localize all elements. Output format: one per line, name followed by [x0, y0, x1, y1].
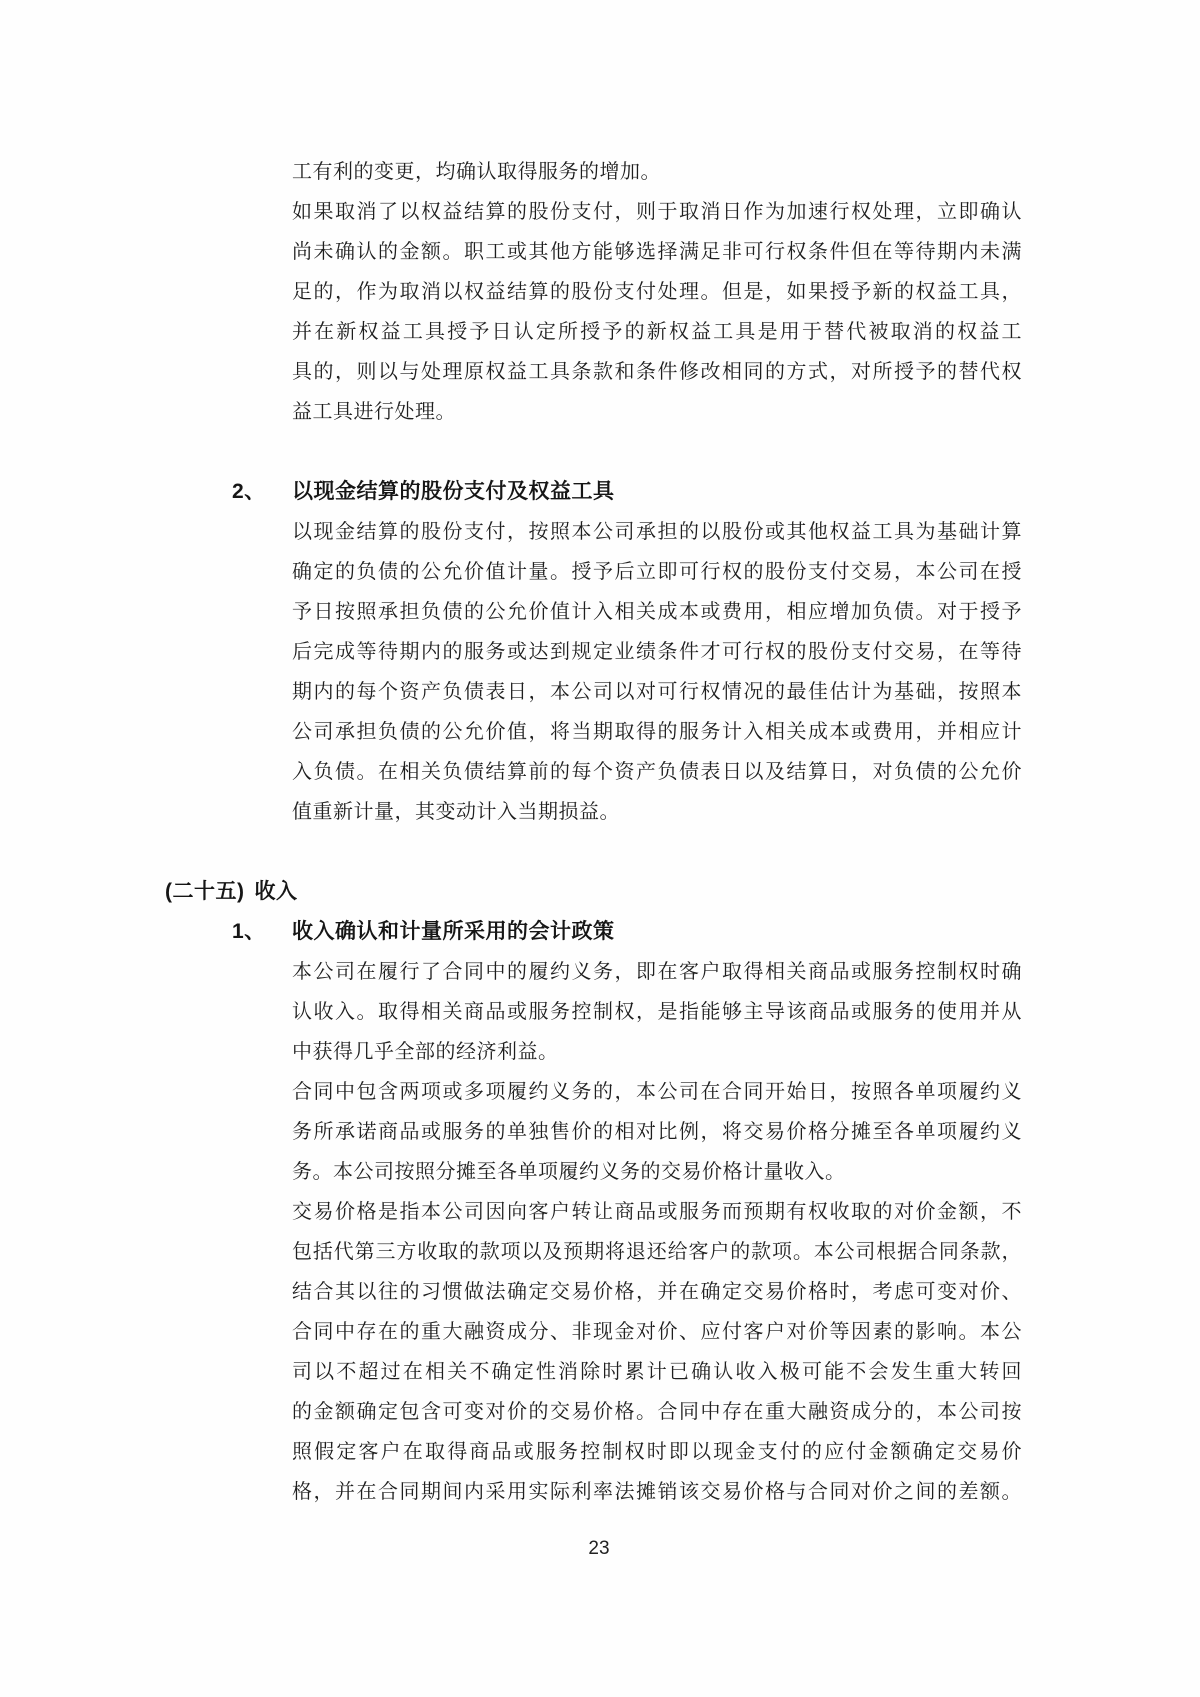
text-line: 工有利的变更，均确认取得服务的增加。 — [292, 161, 661, 183]
text-line: 期内的每个资产负债表日，本公司以对可行权情况的最佳估计为基础，按照本 — [292, 681, 1022, 703]
text-line: 益工具进行处理。 — [292, 401, 456, 423]
text-line: 具的，则以与处理原权益工具条款和条件修改相同的方式，对所授予的替代权 — [292, 361, 1022, 383]
page-number: 23 — [588, 1538, 610, 1559]
text-line: 以现金结算的股份支付，按照本公司承担的以股份或其他权益工具为基础计算 — [292, 521, 1022, 543]
text-line: 的金额确定包含可变对价的交易价格。合同中存在重大融资成分的，本公司按 — [292, 1401, 1022, 1423]
heading-title: 以现金结算的股份支付及权益工具 — [292, 480, 615, 503]
text-line: 如果取消了以权益结算的股份支付，则于取消日作为加速行权处理，立即确认 — [292, 201, 1022, 223]
text-line: 后完成等待期内的服务或达到规定业绩条件才可行权的股份支付交易，在等待 — [292, 641, 1022, 663]
text-line: 公司承担负债的公允价值，将当期取得的服务计入相关成本或费用，并相应计 — [292, 721, 1022, 743]
text-line: 包括代第三方收取的款项以及预期将退还给客户的款项。本公司根据合同条款， — [292, 1241, 1022, 1263]
text-line: 本公司在履行了合同中的履约义务，即在客户取得相关商品或服务控制权时确 — [292, 961, 1022, 983]
text-line: 交易价格是指本公司因向客户转让商品或服务而预期有权收取的对价金额，不 — [292, 1201, 1022, 1223]
text-line: 入负债。在相关负债结算前的每个资产负债表日以及结算日，对负债的公允价 — [292, 761, 1022, 783]
text-line: 认收入。取得相关商品或服务控制权，是指能够主导该商品或服务的使用并从 — [292, 1001, 1022, 1023]
text-line: 值重新计量，其变动计入当期损益。 — [292, 801, 620, 823]
text-line: 结合其以往的习惯做法确定交易价格，并在确定交易价格时，考虑可变对价、 — [292, 1281, 1022, 1303]
paragraph — [292, 952, 1022, 1512]
document-body — [0, 152, 1200, 1512]
text-line: 予日按照承担负债的公允价值计入相关成本或费用，相应增加负债。对于授予 — [292, 601, 1022, 623]
heading-title: 收入 — [254, 880, 298, 903]
text-line: 并在新权益工具授予日认定所授予的新权益工具是用于替代被取消的权益工 — [292, 321, 1022, 343]
section-heading — [165, 872, 1200, 912]
text-line: 务所承诺商品或服务的单独售价的相对比例，将交易价格分摊至各单项履约义 — [292, 1121, 1022, 1143]
paragraph — [292, 152, 1022, 432]
text-line: 中获得几乎全部的经济利益。 — [292, 1041, 559, 1063]
heading-number: 2、 — [232, 480, 266, 503]
paragraph — [292, 512, 1022, 832]
text-line: 司以不超过在相关不确定性消除时累计已确认收入极可能不会发生重大转回 — [292, 1361, 1022, 1383]
text-line: 尚未确认的金额。职工或其他方能够选择满足非可行权条件但在等待期内未满 — [292, 241, 1022, 263]
text-line: 格，并在合同期间内采用实际利率法摊销该交易价格与合同对价之间的差额。 — [292, 1481, 1022, 1503]
subsection-heading — [232, 472, 1200, 512]
text-line: 足的，作为取消以权益结算的股份支付处理。但是，如果授予新的权益工具， — [292, 281, 1022, 303]
heading-number: 1、 — [232, 920, 266, 943]
text-line: 合同中包含两项或多项履约义务的，本公司在合同开始日，按照各单项履约义 — [292, 1081, 1022, 1103]
text-line: 确定的负债的公允价值计量。授予后立即可行权的股份支付交易，本公司在授 — [292, 561, 1022, 583]
text-line: 合同中存在的重大融资成分、非现金对价、应付客户对价等因素的影响。本公 — [292, 1321, 1022, 1343]
text-line: 照假定客户在取得商品或服务控制权时即以现金支付的应付金额确定交易价 — [292, 1441, 1022, 1463]
subsection-heading — [232, 912, 1200, 952]
heading-title: 收入确认和计量所采用的会计政策 — [292, 920, 615, 943]
heading-number: (二十五) — [165, 880, 245, 903]
text-line: 务。本公司按照分摊至各单项履约义务的交易价格计量收入。 — [292, 1161, 846, 1183]
